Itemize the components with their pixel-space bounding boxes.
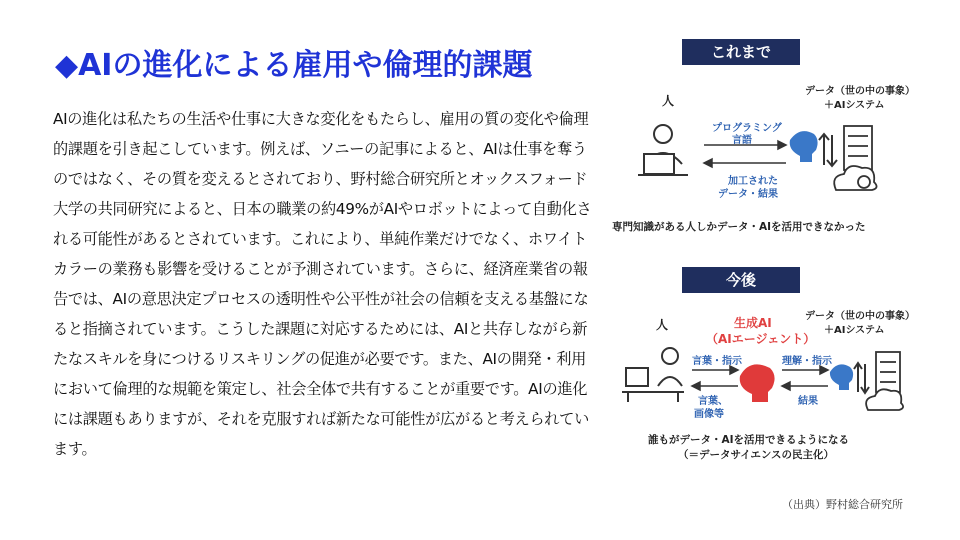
slide-title: ◆AIの進化による雇用や倫理的課題 bbox=[55, 48, 533, 83]
after-right-bottom: 結果 bbox=[798, 396, 818, 407]
before-header: これまで bbox=[682, 39, 800, 65]
after-left-arrows bbox=[692, 366, 738, 390]
after-left-top: 言葉・指示 bbox=[692, 356, 742, 367]
genai-label-1: 生成AI bbox=[734, 316, 772, 330]
source-note: （出典）野村総合研究所 bbox=[782, 498, 903, 511]
before-data-label-2: ＋AIシステム bbox=[824, 100, 885, 111]
before-arrow-top-1: プログラミング bbox=[712, 123, 782, 134]
before-arrow-top-2: 言語 bbox=[732, 135, 752, 146]
person-laptop-icon bbox=[638, 125, 688, 175]
genai-head-icon bbox=[740, 364, 775, 402]
before-arrow-bottom-2: データ・結果 bbox=[718, 189, 778, 200]
after-caption-2: （＝データサイエンスの民主化） bbox=[678, 449, 835, 461]
data-updown-icon bbox=[819, 134, 837, 166]
person-desk-icon bbox=[622, 348, 684, 402]
after-data-label-1: データ（世の中の事象） bbox=[805, 311, 915, 322]
after-data-label-2: ＋AIシステム bbox=[824, 325, 885, 336]
after-caption-1: 誰もがデータ・AIを活用できるようになる bbox=[648, 434, 850, 446]
server-cloud-icon bbox=[834, 126, 876, 190]
before-person-label: 人 bbox=[662, 94, 675, 108]
after-right-arrows bbox=[782, 366, 828, 390]
after-ai-head-icon bbox=[830, 364, 853, 390]
after-updown-icon bbox=[854, 363, 869, 393]
after-header: 今後 bbox=[682, 267, 800, 293]
figure-graphics bbox=[600, 30, 930, 470]
comparison-figure bbox=[600, 30, 930, 470]
after-server-cloud-icon bbox=[866, 352, 903, 410]
after-person-label: 人 bbox=[656, 318, 669, 332]
after-left-bottom-2: 画像等 bbox=[694, 409, 724, 420]
after-left-bottom-1: 言葉、 bbox=[698, 396, 728, 407]
ai-head-icon bbox=[790, 131, 818, 162]
after-right-top: 理解・指示 bbox=[782, 356, 832, 367]
body-paragraph: AIの進化は私たちの生活や仕事に大きな変化をもたらし、雇用の質の変化や倫理的課題を引き起こしています。例えば、ソニーの記事によると、AIは仕事を奪うのではなく、その質を変えるとされており、野村総合研究所とオックスフォード大学の共同研究によると、日本の職業の約49%がAIやロボットによって自動化される可能性があるとされています。これにより、単純作業だけでなく、ホワイトカラーの業務も影響を受けることが予測されています。さらに、経済産業省の報告では、AIの意思決定プロセスの透明性や公平性が社会の信頼を支える基盤になると指摘されています。こうした課題に対応するためには、AIと共存しながら新たなスキルを身につけるリスキリングの促進が必要です。また、AIの開発・利用において倫理的な規範を策定し、社会全体で共有することが重要です。AIの進化には課題もありますが、それを克服すれば新たな可能性が広がると考えられています。 bbox=[53, 110, 592, 458]
before-caption: 専門知識がある人しかデータ・AIを活用できなかった bbox=[612, 221, 866, 233]
before-data-label-1: データ（世の中の事象） bbox=[805, 86, 915, 97]
before-arrow-bottom-1: 加工された bbox=[728, 176, 778, 187]
genai-label-2: （AIエージェント） bbox=[706, 332, 816, 346]
